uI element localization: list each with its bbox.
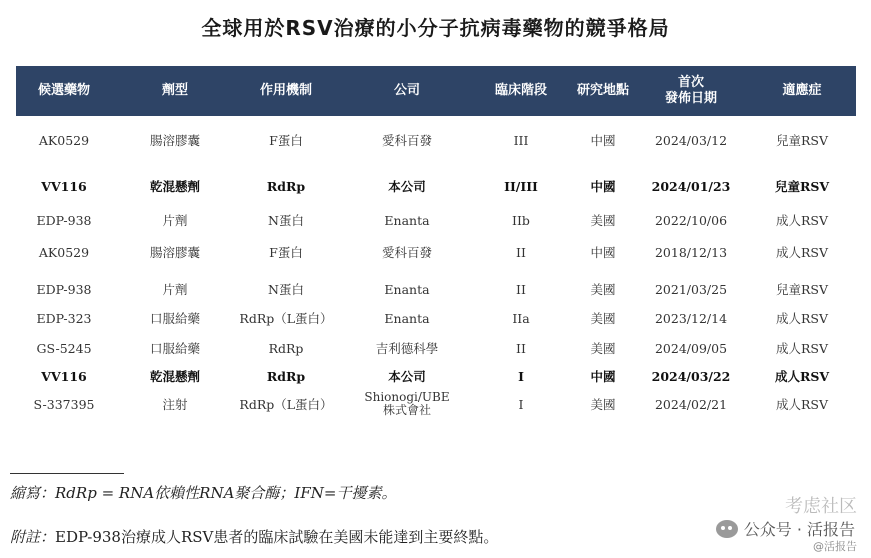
- table-cell: 中國: [590, 244, 616, 260]
- table-cell: IIb: [512, 212, 530, 228]
- table-cell: 愛科百發: [381, 244, 433, 260]
- table-cell: RdRp（L蛋白）: [239, 310, 333, 326]
- table-cell: RdRp: [266, 368, 306, 384]
- column-header: 作用機制: [259, 83, 313, 98]
- table-cell: 成人RSV: [775, 310, 829, 326]
- table-row: [16, 129, 856, 151]
- table-cell: IIa: [512, 310, 530, 326]
- watermark-text: 公众号 · 活报告: [743, 520, 855, 539]
- table-cell: N蛋白: [268, 212, 304, 228]
- table-cell: RdRp: [268, 340, 304, 356]
- table-cell: 中國: [590, 178, 616, 194]
- abbreviation-label: 縮寫：: [10, 484, 56, 502]
- footnote-divider: [10, 473, 124, 474]
- table-cell: 2024/03/12: [654, 132, 728, 148]
- watermark-faded: 考虑社区: [785, 496, 857, 517]
- table-cell: 美國: [590, 212, 616, 228]
- column-header: 首次 發佈日期: [664, 75, 718, 106]
- table-cell: III: [513, 132, 529, 148]
- table-cell: 片劑: [162, 212, 188, 228]
- table-cell: Shionogi/UBE 株式會社: [364, 390, 450, 417]
- appendix-label: 附註：: [10, 528, 56, 546]
- table-cell: VV116: [41, 368, 87, 384]
- watermark-sub: @活报告: [813, 540, 857, 553]
- table-row: [16, 175, 856, 197]
- abbreviation-text: RdRp = RNA依賴性RNA聚合酶；IFN=干擾素。: [55, 484, 397, 502]
- table-cell: 2024/01/23: [651, 178, 731, 194]
- table-row: [16, 365, 856, 387]
- table-cell: 成人RSV: [774, 368, 830, 384]
- table-cell: RdRp（L蛋白）: [239, 396, 333, 412]
- column-header: 候選藥物: [37, 83, 91, 98]
- table-cell: 腸溶膠囊: [149, 244, 201, 260]
- table-cell: 愛科百發: [381, 132, 433, 148]
- table-cell: 美國: [590, 396, 616, 412]
- appendix-text: EDP-938治療成人RSV患者的臨床試驗在美國未能達到主要終點。: [55, 528, 499, 546]
- table-cell: 2021/03/25: [654, 281, 728, 297]
- table-cell: 兒童RSV: [775, 281, 829, 297]
- table-cell: 本公司: [388, 368, 426, 384]
- table-cell: I: [518, 396, 524, 412]
- table-cell: S-337395: [33, 396, 95, 412]
- column-header: 適應症: [782, 83, 822, 98]
- table-cell: 2018/12/13: [654, 244, 728, 260]
- table-cell: 兒童RSV: [775, 132, 829, 148]
- table-cell: I: [518, 368, 524, 384]
- table-cell: 口服給藥: [149, 340, 201, 356]
- table-cell: Enanta: [384, 212, 430, 228]
- table-cell: 美國: [590, 340, 616, 356]
- table-header: [16, 66, 856, 116]
- table-cell: 本公司: [388, 178, 426, 194]
- appendix-note: [10, 526, 498, 547]
- table-cell: 成人RSV: [775, 396, 829, 412]
- table-cell: 成人RSV: [775, 244, 829, 260]
- table-cell: 腸溶膠囊: [149, 132, 201, 148]
- table-cell: 美國: [590, 310, 616, 326]
- table-cell: AK0529: [38, 132, 90, 148]
- table-cell: Enanta: [384, 281, 430, 297]
- page-title: 全球用於RSV治療的小分子抗病毒藥物的競爭格局: [201, 16, 670, 40]
- table-cell: II: [516, 244, 526, 260]
- table-cell: II/III: [504, 178, 538, 194]
- table-cell: 片劑: [162, 281, 188, 297]
- table-cell: F蛋白: [269, 132, 303, 148]
- table-cell: RdRp: [266, 178, 306, 194]
- table-cell: 2023/12/14: [654, 310, 728, 326]
- table-cell: 乾混懸劑: [149, 368, 201, 384]
- table-cell: 2022/10/06: [654, 212, 728, 228]
- table-row: [16, 278, 856, 300]
- table-cell: 吉利德科學: [375, 340, 439, 356]
- table-cell: 注射: [162, 396, 188, 412]
- column-header: 劑型: [161, 83, 189, 98]
- table-cell: 美國: [590, 281, 616, 297]
- column-header: 臨床階段: [494, 83, 548, 98]
- table-cell: F蛋白: [269, 244, 303, 260]
- table-cell: II: [516, 281, 526, 297]
- table-cell: AK0529: [38, 244, 90, 260]
- table-row: [16, 390, 856, 417]
- table-cell: EDP-938: [36, 212, 92, 228]
- table-cell: 2024/03/22: [651, 368, 731, 384]
- table-cell: II: [516, 340, 526, 356]
- table-cell: N蛋白: [268, 281, 304, 297]
- table-cell: 2024/02/21: [654, 396, 728, 412]
- table-cell: 兒童RSV: [774, 178, 830, 194]
- table-cell: 中國: [590, 132, 616, 148]
- column-header: 公司: [393, 83, 421, 98]
- table-cell: 成人RSV: [775, 340, 829, 356]
- table-cell: 2024/09/05: [654, 340, 728, 356]
- table-cell: 中國: [590, 368, 616, 384]
- table-cell: VV116: [41, 178, 87, 194]
- table-row: [16, 241, 856, 263]
- table-row: [16, 307, 856, 329]
- table-cell: 成人RSV: [775, 212, 829, 228]
- table-cell: 乾混懸劑: [149, 178, 201, 194]
- table-cell: Enanta: [384, 310, 430, 326]
- column-header: 研究地點: [576, 83, 630, 98]
- table-cell: GS-5245: [36, 340, 92, 356]
- table-row: [16, 337, 856, 359]
- watermark: [716, 517, 855, 540]
- table-cell: EDP-938: [36, 281, 92, 297]
- table-cell: EDP-323: [36, 310, 92, 326]
- table-row: [16, 209, 856, 231]
- abbreviation-note: [10, 482, 396, 503]
- wechat-icon: [716, 520, 738, 538]
- table-cell: 口服給藥: [149, 310, 201, 326]
